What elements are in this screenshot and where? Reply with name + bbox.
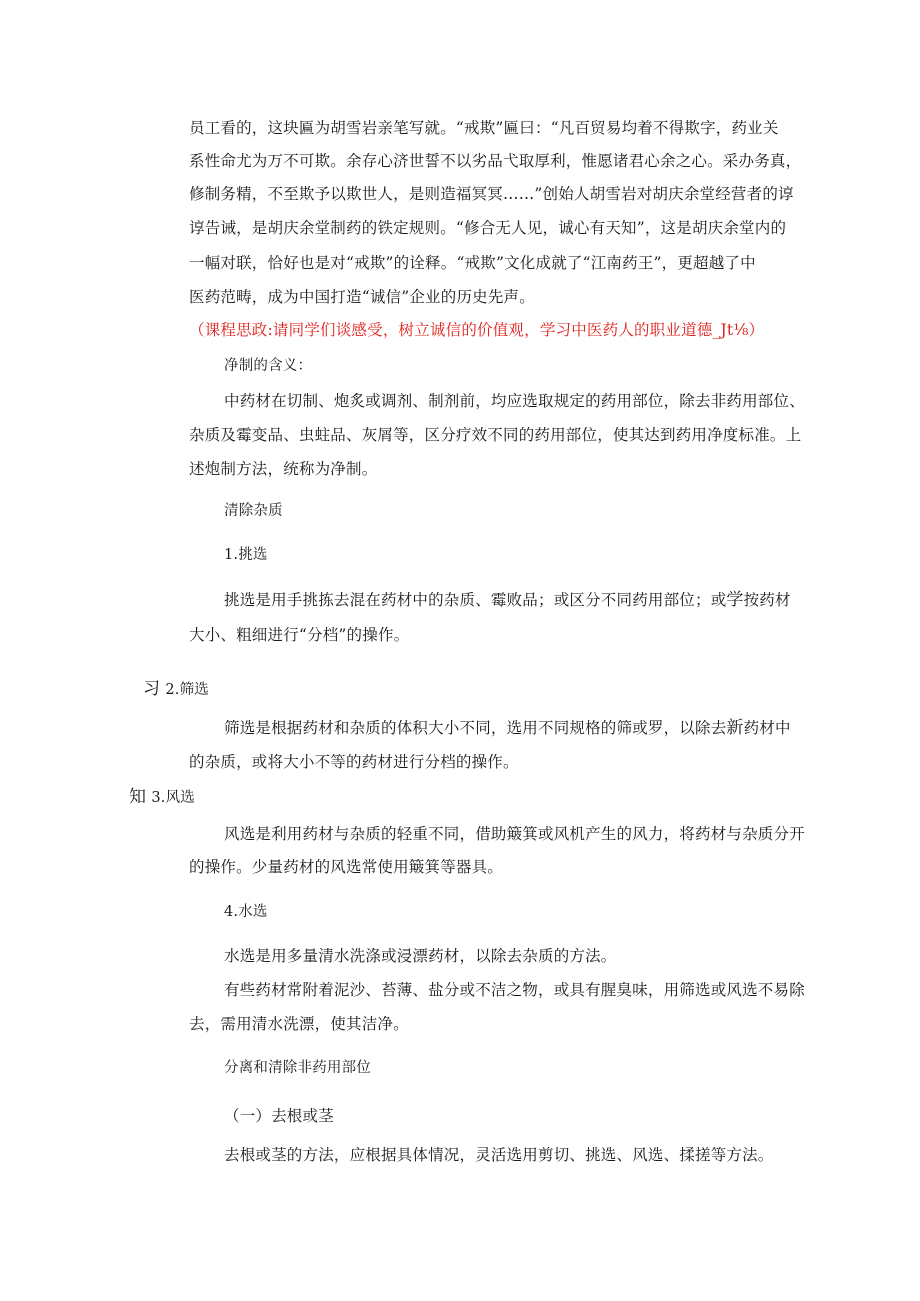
- definition-line: 中药材在切制、炮炙或调剂、制剂前，均应选取规定的药用部位，除去非药用部位、: [224, 392, 805, 410]
- section-title-impurities: 清除杂质: [224, 503, 283, 519]
- pick-line-tail: 按药材: [743, 591, 791, 609]
- pick-line: [224, 590, 791, 610]
- water-line: 去，需用清水洗漂，使其洁净。: [189, 1015, 409, 1033]
- intro-line: 系性命尤为万不可欺。余存心济世誓不以劣品弋取厚利，惟愿诸君心余之心。采办务真，: [189, 152, 802, 170]
- sieve-line-tail: 药材中: [743, 719, 791, 737]
- sieve-line: 的杂质，或将大小不等的药材进行分档的操作。: [189, 753, 519, 771]
- sieve-line-text: 筛选是根据药材和杂质的体积大小不同，选用不同规格的筛或罗，以除去: [224, 719, 727, 737]
- water-line: 有些药材常附着泥沙、苔薄、盐分或不洁之物，或具有腥臭味，用筛选或风选不易除: [224, 981, 805, 999]
- sieve-heading-line: [143, 679, 209, 700]
- pick-heading: 1.挑选: [224, 547, 268, 563]
- sieve-line: [224, 718, 791, 738]
- sub-heading: （一）去根或茎: [224, 1107, 334, 1125]
- sieve-heading: 2.筛选: [165, 682, 209, 698]
- margin-mark: 新: [726, 718, 744, 738]
- margin-mark: 学: [726, 590, 744, 610]
- definition-line: 述炮制方法，统称为净制。: [189, 460, 378, 478]
- wind-line: 风选是利用药材与杂质的轻重不同，借助簸箕或风机产生的风力，将药材与杂质分开: [224, 825, 805, 843]
- wind-line: 的操作。少量药材的风选常使用簸箕等器具。: [189, 858, 504, 876]
- water-line: 水选是用多量清水洗涤或浸漂药材，以除去杂质的方法。: [224, 947, 617, 965]
- non-medicinal-line: 去根或茎的方法，应根据具体情况，灵活选用剪切、挑选、风选、揉搓等方法。: [224, 1146, 774, 1164]
- intro-line: 医药范畴，成为中国打造“诚信”企业的历史先声。: [189, 288, 535, 306]
- wind-heading: 3.风选: [151, 790, 195, 806]
- margin-mark: 习: [143, 679, 161, 699]
- intro-line: 一幅对联，恰好也是对“戒欺”的诠释。“戒欺”文化成就了“江南药王”，更超越了中: [189, 254, 756, 272]
- intro-line: 修制务精，不至欺予以欺世人，是则造福冥冥……”创始人胡雪岩对胡庆余堂经营者的谆: [189, 185, 794, 203]
- water-heading: 4.水选: [224, 904, 268, 920]
- pick-line: 大小、粗细进行“分档”的操作。: [189, 626, 410, 644]
- margin-mark: 知: [129, 787, 147, 807]
- definition-title: 净制的含义：: [224, 358, 313, 374]
- pick-line-text: 挑选是用手挑拣去混在药材中的杂质、霉败品；或区分不同药用部位；或: [224, 591, 727, 609]
- section-title-non-medicinal: 分离和清除非药用部位: [224, 1060, 371, 1076]
- definition-line: 杂质及霉变品、虫蛀品、灰屑等，区分疗效不同的药用部位，使其达到药用净度标准。上: [189, 426, 802, 444]
- ideology-note: （课程思政:请同学们谈感受，树立诚信的价值观，学习中医药人的职业道德_Jt⅛）: [189, 321, 765, 339]
- wind-heading-line: [129, 787, 195, 808]
- intro-line: 谆告诫，是胡庆余堂制药的铁定规则。“修合无人见，诚心有天知”，这是胡庆余堂内的: [189, 219, 787, 237]
- intro-line: 员工看的，这块匾为胡雪岩亲笔写就。“戒欺”匾曰：“凡百贸易均着不得欺字，药业关: [189, 119, 779, 137]
